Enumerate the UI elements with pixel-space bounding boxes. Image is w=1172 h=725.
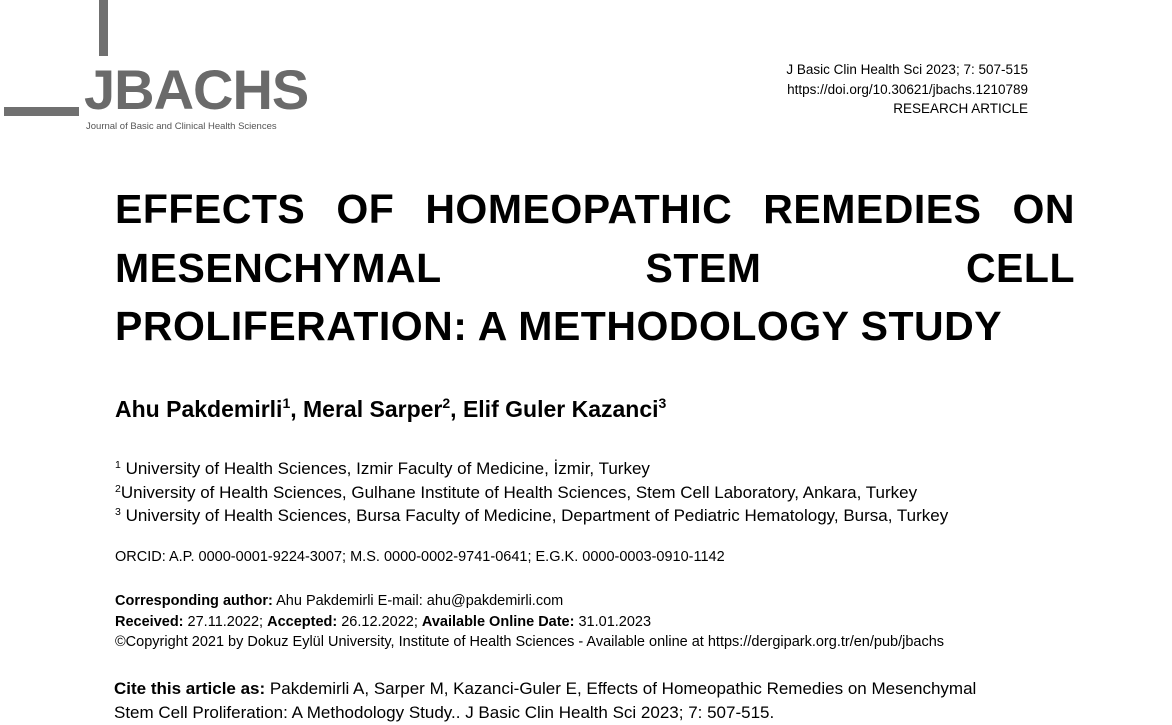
journal-citation: J Basic Clin Health Sci 2023; 7: 507-515 [786, 62, 1028, 77]
author-affiliation-number: 1 [282, 395, 291, 411]
logo-horizontal-bar [4, 107, 79, 116]
logo-wordmark: JBACHS [84, 58, 309, 121]
author-separator: , [290, 396, 304, 422]
author-separator: , [450, 396, 463, 422]
accepted-label: Accepted: [267, 613, 338, 630]
affiliation-item [115, 504, 948, 528]
corresponding-label: Corresponding author: [115, 593, 273, 609]
affiliation-item [115, 481, 948, 505]
article-title [115, 180, 1075, 356]
affiliation-number: 3 [115, 506, 121, 518]
online-date-label: Available Online Date: [421, 613, 575, 630]
received-value: 27.11.2022; [183, 613, 268, 630]
title-line-2: MESENCHYMAL STEM CELL [115, 244, 1075, 291]
journal-doi[interactable]: https://doi.org/10.30621/jbachs.1210789 [787, 81, 1028, 97]
affiliation-number: 1 [115, 459, 121, 471]
author-affiliation-number: 2 [442, 395, 451, 411]
cite-line-1 [114, 677, 1074, 701]
online-date-value: 31.01.2023 [574, 613, 652, 630]
orcid-line: ORCID: A.P. 0000-0001-9224-3007; M.S. 0000-0002-9741-0641; E.G.K. 0000-0003-0910-1142 [115, 549, 725, 565]
cite-label: Cite this article as: [114, 679, 266, 698]
article-meta [115, 591, 944, 653]
author-list [115, 396, 666, 423]
title-line-1: EFFECTS OF HOMEOPATHIC REMEDIES ON [115, 186, 1075, 232]
author-affiliation-number: 3 [658, 395, 667, 411]
affiliation-list [115, 457, 948, 528]
author-name: Elif Guler Kazanci [462, 396, 659, 422]
author-name: Meral Sarper [303, 396, 443, 422]
corresponding-author [115, 591, 944, 612]
logo-vertical-bar [99, 0, 108, 56]
affiliation-text: University of Health Sciences, Bursa Faculty of Medicine, Department of Pediatric Hematology, Bursa, Turkey [120, 506, 949, 525]
copyright-line: ©Copyright 2021 by Dokuz Eylül University, Institute of Health Sciences - Available online at https://dergipark.org.tr/en/pub/jbachs [115, 634, 945, 650]
corresponding-value: Ahu Pakdemirli E-mail: ahu@pakdemirli.com [272, 593, 564, 609]
affiliation-text: University of Health Sciences, Izmir Faculty of Medicine, İzmir, Turkey [120, 459, 650, 478]
article-type: RESEARCH ARTICLE [893, 101, 1028, 116]
cite-block [114, 677, 1074, 725]
cite-line-2: Stem Cell Proliferation: A Methodology Study.. J Basic Clin Health Sci 2023; 7: 507-515. [114, 703, 775, 722]
journal-info [786, 60, 1028, 119]
accepted-value: 26.12.2022; [337, 613, 422, 630]
logo-subtitle: Journal of Basic and Clinical Health Sciences [86, 121, 277, 132]
dates-line [115, 612, 944, 633]
affiliation-number: 2 [115, 482, 121, 495]
affiliation-item [115, 457, 948, 481]
cite-text: Pakdemirli A, Sarper M, Kazanci-Guler E, Effects of Homeopathic Remedies on Mesenchymal [265, 679, 977, 698]
title-line-3: PROLIFERATION: A METHODOLOGY STUDY [115, 303, 1003, 349]
author-name: Ahu Pakdemirli [115, 396, 283, 422]
affiliation-text: University of Health Sciences, Gulhane Institute of Health Sciences, Stem Cell Laboratory, Ankara, Turkey [120, 482, 918, 502]
received-label: Received: [115, 613, 184, 630]
